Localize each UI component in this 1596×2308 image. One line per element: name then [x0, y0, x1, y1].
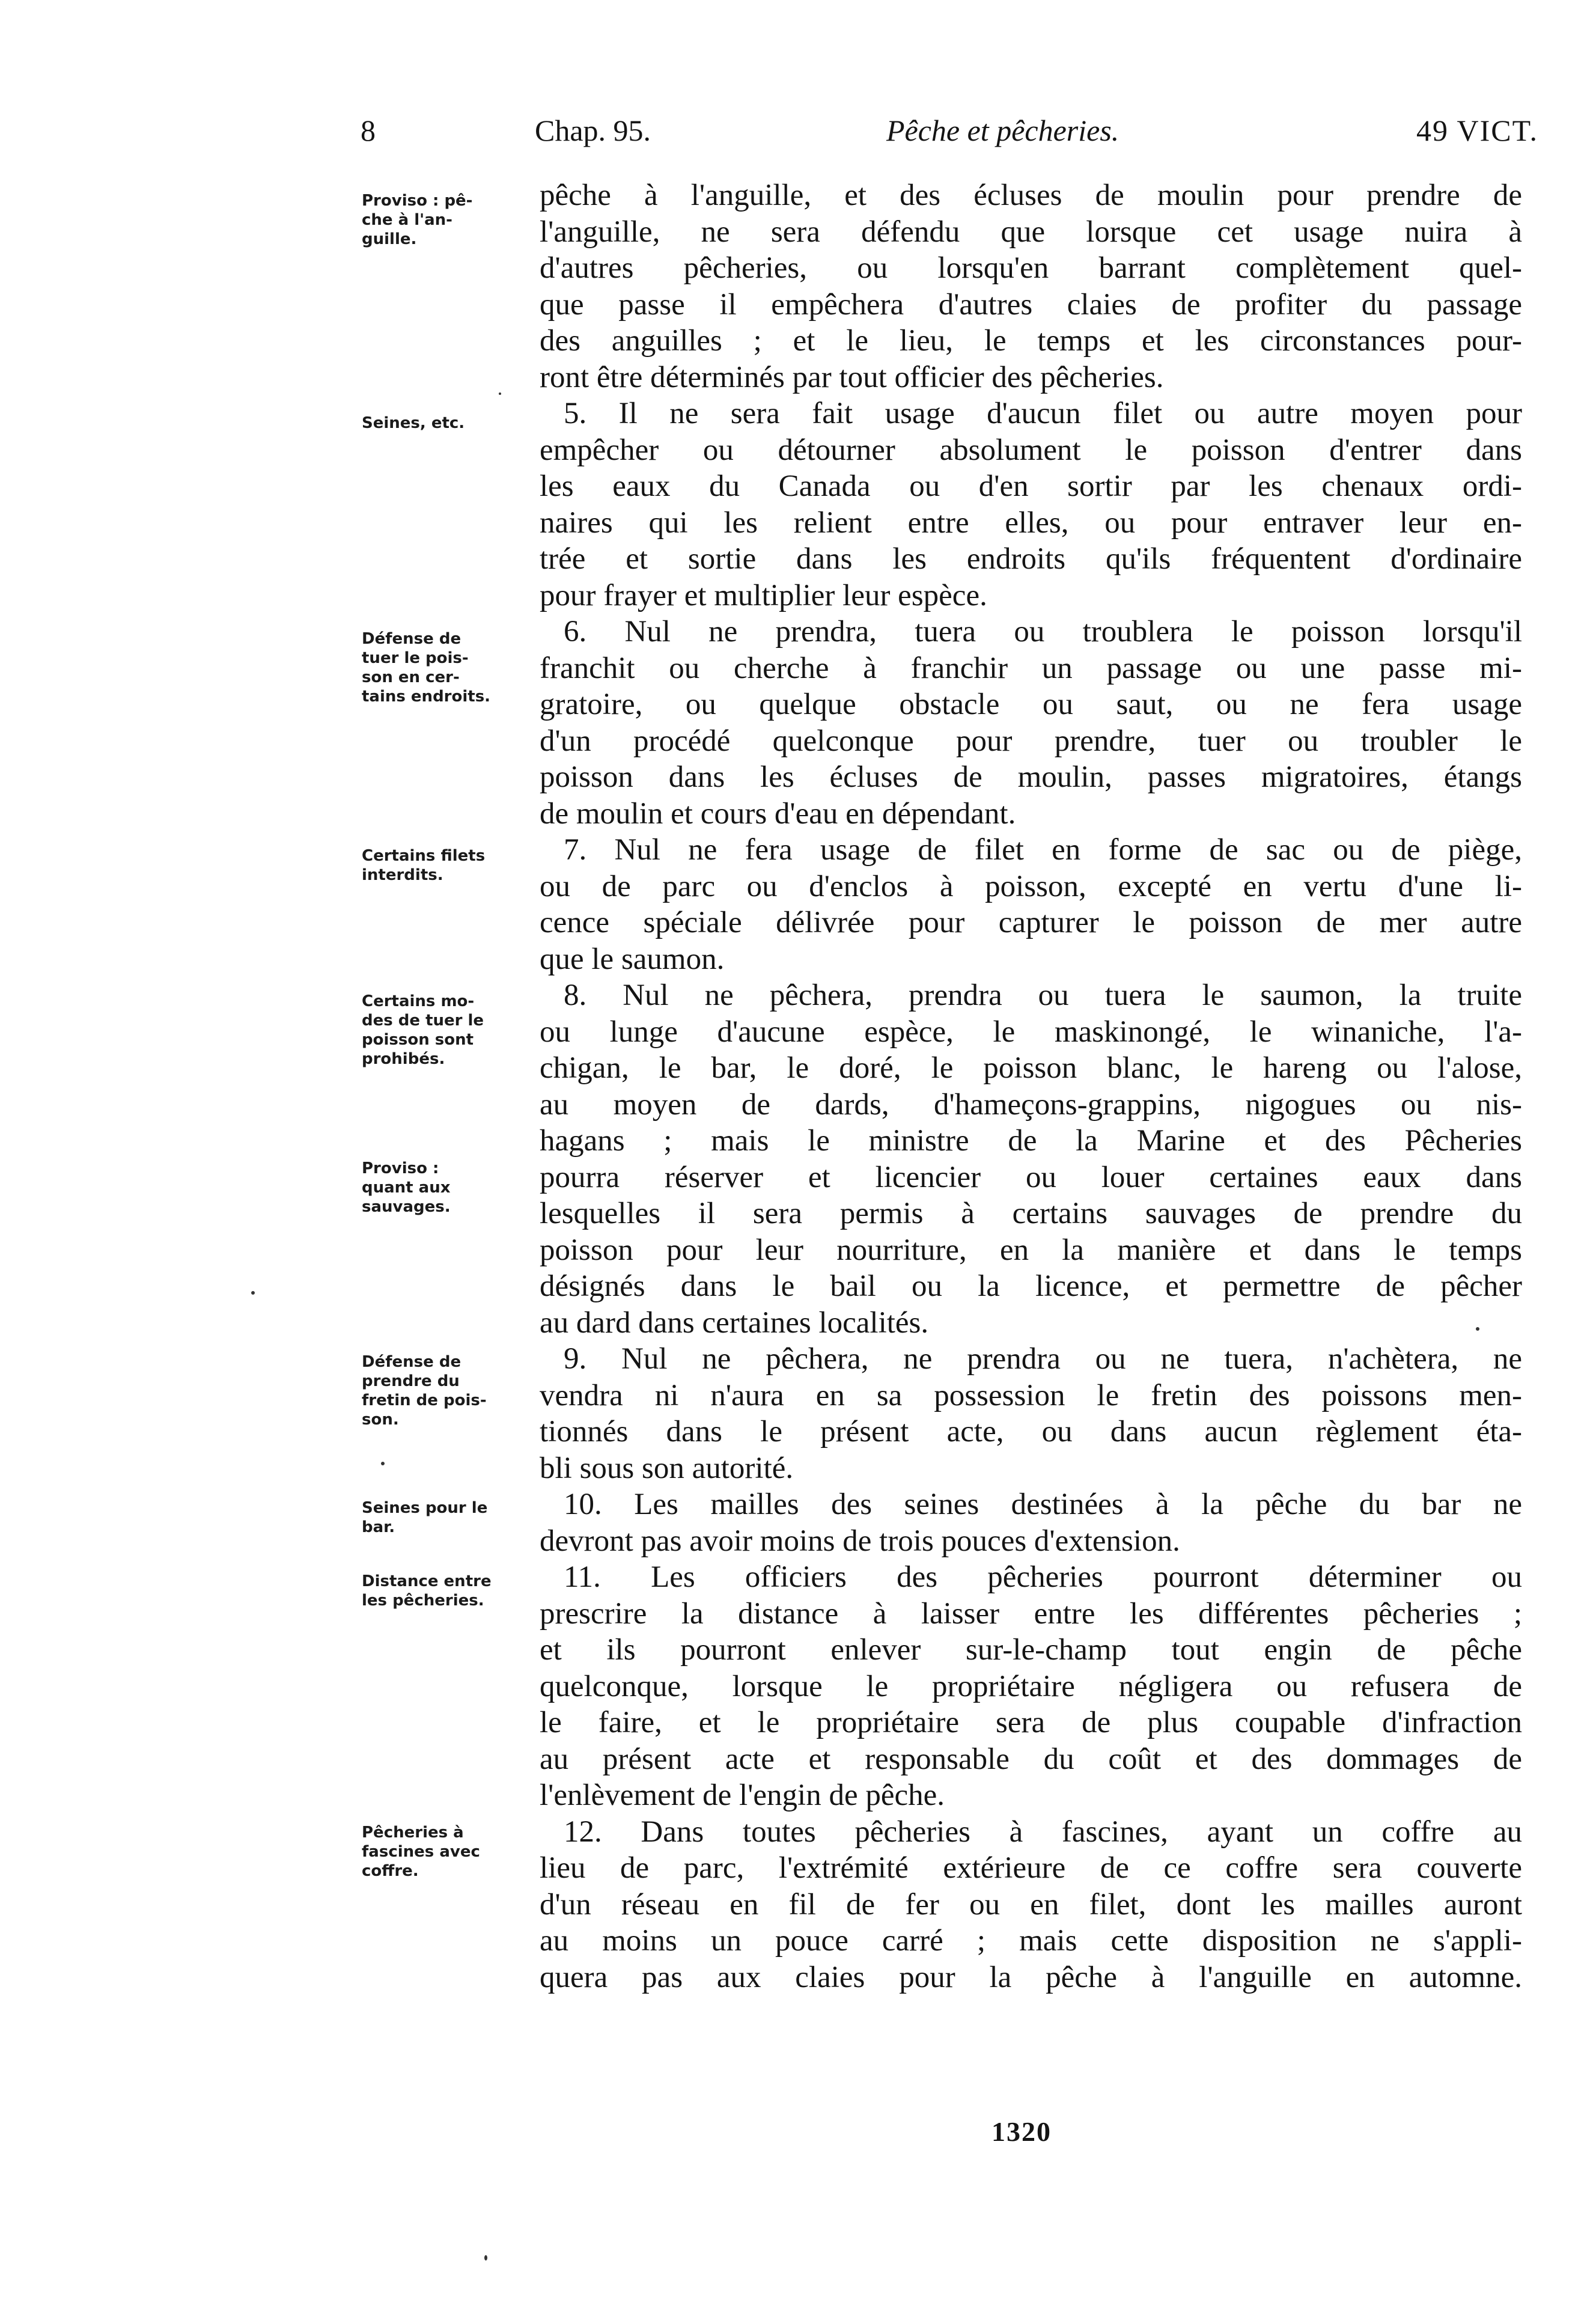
running-title: Pêche et pêcheries. [886, 114, 1119, 147]
margin-note: Seines, etc. [362, 414, 465, 432]
margin-note: Distance entre les pêcheries. [362, 1572, 492, 1610]
paragraph: 5. Il ne sera fait usage d'aucun filet ou autre moyen pour empêcher ou détourner absolument le poisson d'entrer dans les eaux du Canada ou d'en sortir par les chenaux ordi- naires qui les relient entre elles, ou pour entraver leur en- trée et sortie dans les endroits qu'ils fréquentent d'ordinaire pour frayer et multiplier leur espèce. [540, 397, 1522, 612]
paragraph: 6. Nul ne prendra, tuera ou troublera le poisson lorsqu'il franchit ou cherche à franchir un passage ou une passe mi- gratoire, ou quelque obstacle ou saut, ou ne fera usage d'un procédé quelconque pour prendre, tuer ou troubler le poisson dans les écluses de moulin, passes migratoires, étangs de moulin et cours d'eau en dépendant. [540, 615, 1522, 831]
print-speck [381, 1462, 385, 1465]
body-text [540, 177, 1522, 1995]
margin-note: Certains mo- des de tuer le poisson sont prohibés. [362, 992, 484, 1068]
print-speck [484, 2255, 487, 2261]
paragraph: 11. Les officiers des pêcheries pourront déterminer ou prescrire la distance à laisser entre les différentes pêcheries ; et ils pourront enlever sur-le-champ tout engin de pêche quelconque, lorsque le propriétaire négligera ou refusera de le faire, et le propriétaire sera de plus coupable d'infraction au présent acte et responsable du coût et des dommages de l'enlèvement de l'engin de pêche. [540, 1560, 1522, 1812]
print-speck [499, 392, 501, 395]
folio-number: 1320 [991, 2116, 1052, 2147]
margin-note: Seines pour le bar. [362, 1499, 488, 1536]
margin-note: Pêcheries à fascines avec coffre. [362, 1824, 480, 1880]
margin-note: Proviso : quant aux sauvages. [362, 1159, 451, 1216]
paragraph: 7. Nul ne fera usage de filet en forme de sac ou de piège, ou de parc ou d'enclos à poisson, excepté en vertu d'une li- cence spéciale délivrée pour capturer le poisson de mer autre que le saumon. [540, 833, 1522, 976]
paragraph: pêche à l'anguille, et des écluses de moulin pour prendre de l'anguille, ne sera défendu que lorsque cet usage nuira à d'autres pêcheries, ou lorsqu'en barrant complètement quel- que passe il empêchera d'autres claies de profiter du passage des anguilles ; et le lieu, le temps et les circonstances pour- ront être déterminés par tout officier des pêcheries. [540, 179, 1522, 394]
regnal-year: 49 VICT. [1416, 114, 1538, 147]
page-number: 8 [361, 114, 376, 147]
paragraph: 9. Nul ne pêchera, ne prendra ou ne tuera, n'achètera, ne vendra ni n'aura en sa possession le fretin des poissons men- tionnés dans le présent acte, ou dans aucun règlement éta- bli sous son autorité. [540, 1342, 1522, 1485]
print-speck [1476, 1327, 1479, 1331]
paragraph: 12. Dans toutes pêcheries à fascines, ayant un coffre au lieu de parc, l'extrémité extérieure de ce coffre sera couverte d'un réseau en fil de fer ou en filet, dont les mailles auront au moins un pouce carré ; mais cette disposition ne s'appli- quera pas aux claies pour la pêche à l'anguille en automne. [540, 1815, 1522, 1994]
running-header [361, 109, 1538, 151]
margin-note: Proviso : pê- che à l'an- guille. [362, 192, 473, 248]
margin-note: Défense de tuer le pois- son en cer- tains endroits. [362, 630, 491, 706]
print-speck [251, 1291, 255, 1295]
paragraph: 8. Nul ne pêchera, prendra ou tuera le saumon, la truite ou lunge d'aucune espèce, le maskinongé, le winaniche, l'a- chigan, le bar, le doré, le poisson blanc, le hareng ou l'alose, au moyen de dards, d'hameçons-grappins, nigogues ou nis- hagans ; mais le ministre de la Marine et des Pêcheries pourra réserver et licencier ou louer certaines eaux dans lesquelles il sera permis à certains sauvages de prendre du poisson pour leur nourriture, en la manière et dans le temps désignés dans le bail ou la licence, et permettre de pêcher au dard dans certaines localités. [540, 978, 1522, 1340]
chapter-label: Chap. 95. [535, 114, 651, 147]
margin-note: Certains filets interdits. [362, 847, 486, 884]
paragraph: 10. Les mailles des seines destinées à la pêche du bar ne devront pas avoir moins de trois pouces d'extension. [540, 1488, 1522, 1558]
margin-note: Défense de prendre du fretin de pois- son. [362, 1353, 487, 1429]
